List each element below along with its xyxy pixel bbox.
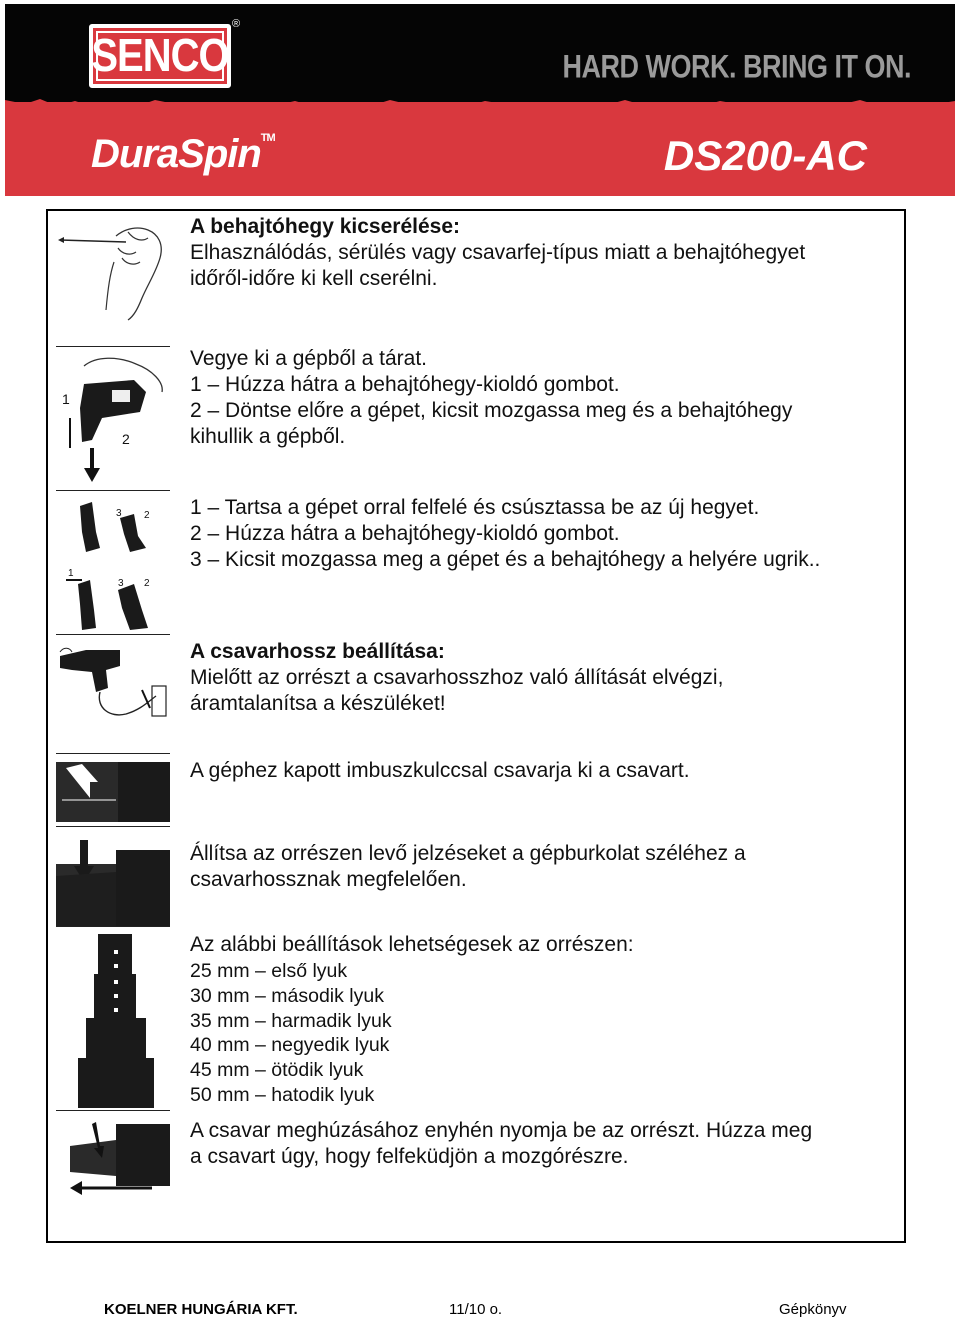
tighten-section <box>190 1118 890 1170</box>
divider <box>56 826 170 827</box>
header-banner <box>5 4 955 196</box>
svg-text:2: 2 <box>144 510 150 521</box>
text-line: A géphez kapott imbuszkulccsal csavarja ki a csavart. <box>190 759 690 782</box>
settings-list <box>190 959 590 1108</box>
footer-document: Gépkönyv <box>779 1301 847 1318</box>
text-line: 1 – Tartsa a gépet orral felfelé és csúsztassa be az új hegyet. <box>190 496 760 519</box>
text-line: kihullik a gépből. <box>190 425 346 448</box>
svg-text:1: 1 <box>62 391 70 407</box>
text-line: Az alábbi beállítások lehetségesek az orrészen: <box>190 933 634 956</box>
list-item: 35 mm – harmadik lyuk <box>190 1009 392 1032</box>
text-line: 2 – Húzza hátra a behajtóhegy-kioldó gombot. <box>190 522 620 545</box>
footer-company: KOELNER HUNGÁRIA KFT. <box>104 1301 298 1318</box>
align-markings-section <box>190 841 890 893</box>
footer-page-number: 11/10 o. <box>449 1301 503 1318</box>
text-line: időről-időre ki kell cserélni. <box>190 267 438 290</box>
text-line: Elhasználódás, sérülés vagy csavarfej-típus miatt a behajtóhegyet <box>190 241 806 264</box>
unplugged-tool-illustration <box>56 638 170 730</box>
text-line: csavarhossznak megfelelően. <box>190 868 467 891</box>
svg-text:3: 3 <box>116 508 122 519</box>
screw-length-section <box>190 639 890 717</box>
tighten-screw-illustration <box>56 1118 170 1200</box>
settings-intro <box>190 932 890 958</box>
text-line: 3 – Kicsit mozgassa meg a gépet és a behajtóhegy a helyére ugrik.. <box>190 548 821 571</box>
list-item: 25 mm – első lyuk <box>190 960 348 982</box>
product-name-text: DuraSpin <box>91 132 261 176</box>
list-item: 40 mm – negyedik lyuk <box>190 1034 390 1057</box>
nose-piece-illustration <box>56 928 170 1110</box>
nose-markings-illustration <box>56 836 170 926</box>
divider <box>56 1110 170 1111</box>
svg-text:3: 3 <box>118 578 124 589</box>
list-item: 50 mm – hatodik lyuk <box>190 1083 375 1106</box>
registered-icon: ® <box>232 18 241 30</box>
screw-removal-section <box>190 758 890 784</box>
text-line: áramtalanítsa a készüléket! <box>190 692 446 715</box>
insert-bit-illustration <box>56 492 170 632</box>
text-line: a csavart úgy, hogy felfeküdjön a mozgórészre. <box>190 1145 629 1168</box>
divider <box>56 926 170 927</box>
senco-logo <box>89 24 231 88</box>
remove-bit-section <box>190 346 890 450</box>
screw-length-title: A csavarhossz beállítása: <box>190 640 445 663</box>
text-line: Állítsa az orrészen levő jelzéseket a gépburkolat széléhez a <box>190 842 746 865</box>
trademark-icon: TM <box>260 132 275 144</box>
text-line: Mielőtt az orrészt a csavarhosszhoz való állítását elvégzi, <box>190 666 724 689</box>
banner-torn-edge <box>5 90 955 120</box>
divider <box>56 490 170 491</box>
brand-text: SENCO <box>91 30 229 81</box>
text-line: A csavar meghúzásához enyhén nyomja be az orrészt. Húzza meg <box>190 1119 813 1142</box>
remove-bit-illustration <box>56 348 170 488</box>
text-line: 1 – Húzza hátra a behajtóhegy-kioldó gombot. <box>190 373 620 396</box>
replace-bit-title: A behajtóhegy kicserélése: <box>190 215 461 238</box>
divider <box>56 634 170 635</box>
screw-removal-illustration <box>56 756 170 824</box>
model-number: DS200-AC <box>663 132 867 179</box>
divider <box>56 346 170 347</box>
svg-text:2: 2 <box>144 578 150 589</box>
text-line: 2 – Döntse előre a gépet, kicsit mozgassa meg és a behajtóhegy <box>190 399 793 422</box>
insert-bit-section <box>190 495 890 573</box>
product-name <box>91 132 275 177</box>
divider <box>56 753 170 754</box>
text-line: Vegye ki a gépből a tárat. <box>190 347 427 370</box>
svg-text:1: 1 <box>68 568 74 579</box>
slogan: HARD WORK. BRING IT ON. <box>562 48 911 85</box>
list-item: 45 mm – ötödik lyuk <box>190 1059 364 1082</box>
bit-in-hand-illustration <box>56 214 170 322</box>
svg-text:2: 2 <box>122 431 130 447</box>
replace-bit-section <box>190 214 890 292</box>
list-item: 30 mm – második lyuk <box>190 984 384 1007</box>
